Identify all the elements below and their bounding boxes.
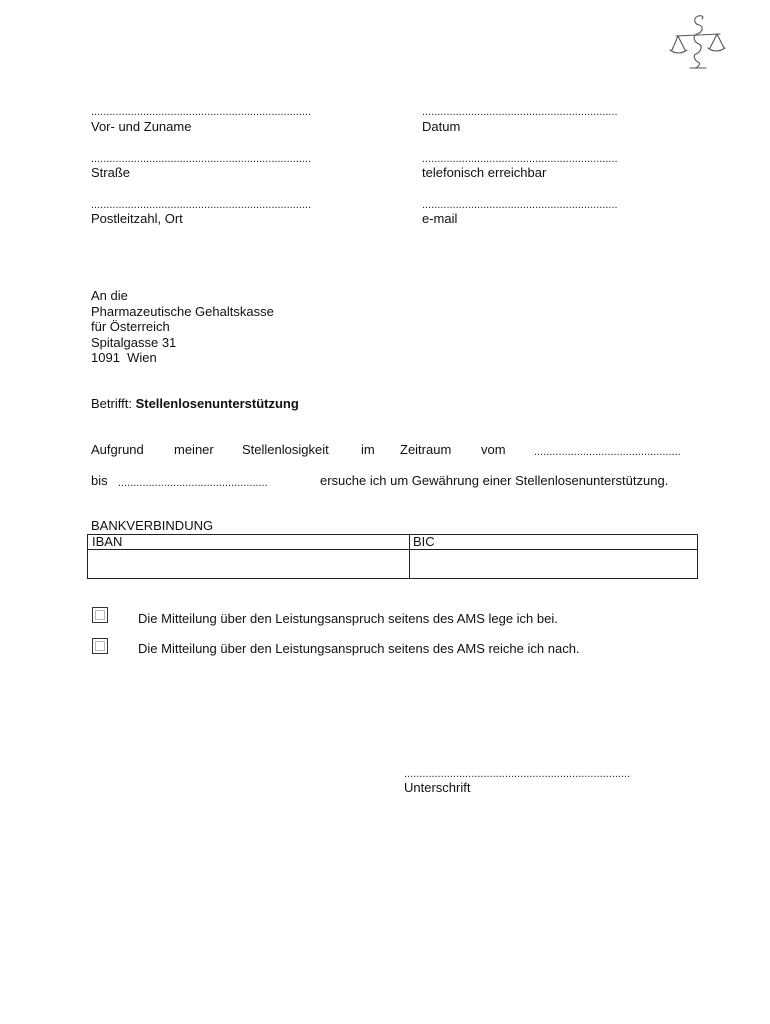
enclose-ams-notice-checkbox[interactable] [92,607,108,623]
bic-label: BIC [413,534,435,549]
date-dotted-line[interactable]: ................................................................ [422,106,618,118]
submit-later-ams-notice-label: Die Mitteilung über den Leistungsanspruch seitens des AMS reiche ich nach. [138,641,580,656]
recipient-line: Spitalgasse 31 [91,334,177,350]
iban-input-cell[interactable] [88,550,409,578]
request-word-aufgrund: Aufgrund [91,442,144,457]
name-label: Vor- und Zuname [91,119,192,134]
signature-label: Unterschrift [404,780,471,795]
request-word-meiner: meiner [174,442,214,457]
period-from-dotted-line[interactable]: ................................................ [534,446,681,458]
signature-dotted-line[interactable]: .......................................................................... [404,768,631,780]
recipient-line: für Österreich [91,319,170,334]
iban-label: IBAN [92,534,123,549]
date-label: Datum [422,119,461,134]
street-dotted-line[interactable]: ........................................................................ [91,153,312,165]
city-label: Postleitzahl, Ort [91,211,183,226]
recipient-line: Pharmazeutische Gehaltskasse [91,303,274,319]
email-dotted-line[interactable]: ................................................................ [422,199,618,211]
request-bis: bis [91,473,108,488]
scales-logo-icon [668,12,726,72]
subject-title: Stellenlosenunterstützung [135,396,299,411]
street-label: Straße [91,165,131,180]
request-word-vom: vom [481,442,506,457]
request-word-stellenlosigkeit: Stellenlosigkeit [242,442,329,457]
recipient-line: 1091 Wien [91,350,157,365]
request-word-zeitraum: Zeitraum [400,442,452,457]
bank-table [87,534,698,579]
request-word-im: im [361,442,375,457]
bic-input-cell[interactable] [410,550,697,578]
name-dotted-line[interactable]: ........................................................................ [91,106,312,118]
submit-later-ams-notice-checkbox[interactable] [92,638,108,654]
request-text: ersuche ich um Gewährung einer Stellenlosenunterstützung. [320,473,669,488]
phone-label: telefonisch erreichbar [422,165,547,180]
subject-line [91,396,299,412]
bank-heading: BANKVERBINDUNG [91,518,214,533]
city-dotted-line[interactable]: ........................................................................ [91,199,312,211]
phone-dotted-line[interactable]: ................................................................ [422,153,618,165]
recipient-address [91,288,274,366]
subject-prefix: Betrifft: [91,396,132,411]
recipient-line: An die [91,288,128,303]
email-label: e-mail [422,211,458,226]
period-to-dotted-line[interactable]: ................................................. [118,477,268,489]
enclose-ams-notice-label: Die Mitteilung über den Leistungsanspruch seitens des AMS lege ich bei. [138,611,558,626]
